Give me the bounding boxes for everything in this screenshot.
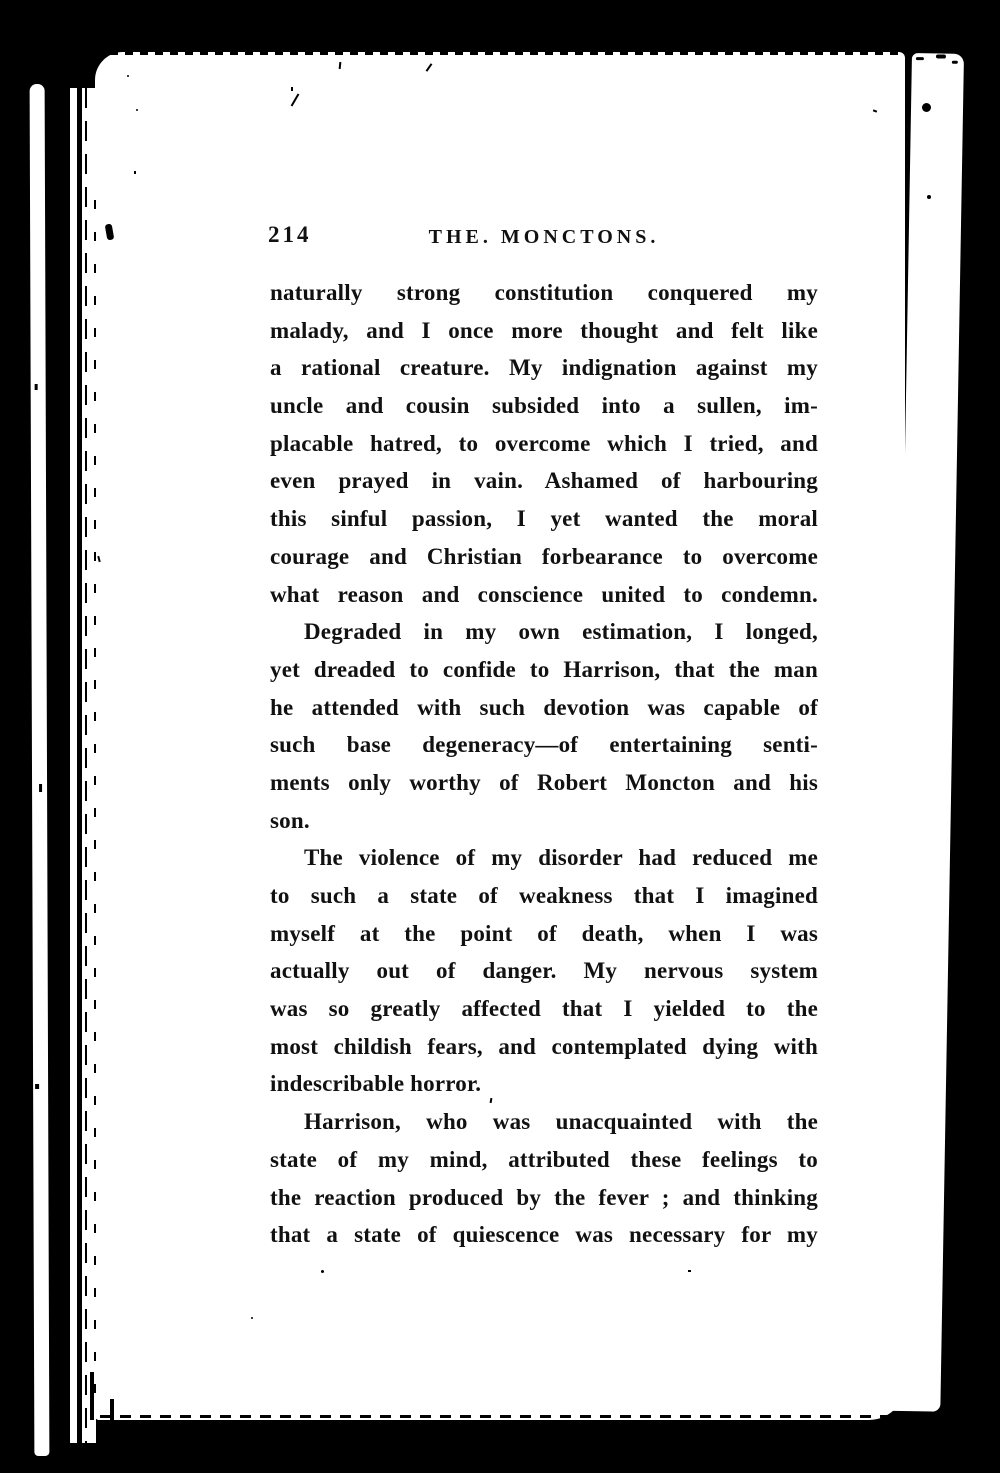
text-line: Harrison, who was unacquainted with the bbox=[304, 1109, 818, 1135]
text-line: yet dreaded to confide to Harrison, that the man bbox=[270, 656, 818, 682]
gutter-speck bbox=[39, 784, 42, 792]
text-line: even prayed in vain. Ashamed of harbouring bbox=[270, 468, 818, 494]
text-line: that a state of quiescence was necessary for my bbox=[270, 1222, 818, 1248]
text-line: he attended with such devotion was capable of bbox=[270, 694, 818, 720]
text-line: state of my mind, attributed these feelings to bbox=[270, 1146, 818, 1172]
gutter-line bbox=[77, 88, 82, 1443]
ink-speck bbox=[136, 109, 138, 111]
book-gutter-edge-strip bbox=[30, 84, 50, 1456]
gutter-speck bbox=[35, 384, 38, 390]
text-line: naturally strong constitution conquered my bbox=[270, 280, 818, 305]
text-line: was so greatly affected that I yielded to the bbox=[270, 996, 818, 1022]
scan-ragged-top-edge bbox=[95, 52, 905, 55]
page-number: 214 bbox=[268, 222, 312, 247]
gutter-speck bbox=[35, 1084, 39, 1089]
text-line: a rational creature. My indignation against my bbox=[270, 355, 818, 381]
text-line: the reaction produced by the fever ; and thinking bbox=[270, 1184, 818, 1210]
text-line: placable hatred, to overcome which I tried, and bbox=[270, 430, 818, 456]
text-block bbox=[270, 274, 818, 1254]
strip-speck bbox=[936, 54, 946, 58]
text-line: indescribable horror. bbox=[270, 1071, 482, 1097]
text-line: what reason and conscience united to condemn. bbox=[270, 581, 818, 607]
paragraph bbox=[270, 1103, 818, 1254]
running-title: THE. MONCTONS. bbox=[428, 226, 660, 248]
ink-speck bbox=[955, 1260, 960, 1262]
ink-speck bbox=[922, 103, 931, 112]
gutter-dashed-line bbox=[94, 200, 96, 1415]
ink-speck bbox=[291, 87, 293, 91]
strip-speck bbox=[952, 61, 958, 64]
text-line: myself at the point of death, when I was bbox=[270, 920, 818, 946]
ink-speck bbox=[321, 1270, 324, 1273]
ink-speck bbox=[134, 171, 136, 174]
text-line: uncle and cousin subsided into a sullen, im- bbox=[270, 393, 818, 419]
book-page bbox=[95, 52, 905, 1420]
text-line: ments only worthy of Robert Moncton and his bbox=[270, 769, 818, 795]
text-line: The violence of my disorder had reduced me bbox=[304, 845, 818, 871]
gutter-dashed-line bbox=[85, 88, 87, 1443]
gutter-stroke bbox=[90, 1372, 94, 1420]
paragraph bbox=[270, 613, 818, 839]
text-line: actually out of danger. My nervous system bbox=[270, 958, 818, 984]
text-line: such base degeneracy—of entertaining senti- bbox=[270, 732, 818, 758]
strip-speck bbox=[916, 57, 924, 60]
text-line: to such a state of weakness that I imagined bbox=[270, 883, 818, 908]
text-line: this sinful passion, I yet wanted the moral bbox=[270, 506, 818, 532]
paragraph bbox=[270, 839, 818, 1103]
gutter-stroke bbox=[110, 1399, 114, 1420]
text-line: most childish fears, and contemplated dying with bbox=[270, 1033, 818, 1059]
text-line: son. bbox=[270, 807, 310, 833]
text-line: Degraded in my own estimation, I longed, bbox=[304, 619, 818, 645]
ink-speck bbox=[688, 1270, 691, 1272]
text-line: courage and Christian forbearance to overcome bbox=[270, 543, 818, 569]
ink-speck bbox=[127, 75, 129, 77]
ink-speck bbox=[251, 1317, 253, 1319]
paragraph bbox=[270, 274, 818, 613]
text-line: malady, and I once more thought and felt like bbox=[270, 317, 818, 343]
book-gutter-zone bbox=[70, 88, 96, 1443]
ink-speck bbox=[927, 195, 931, 199]
scan-ragged-bottom-edge bbox=[100, 1415, 903, 1418]
